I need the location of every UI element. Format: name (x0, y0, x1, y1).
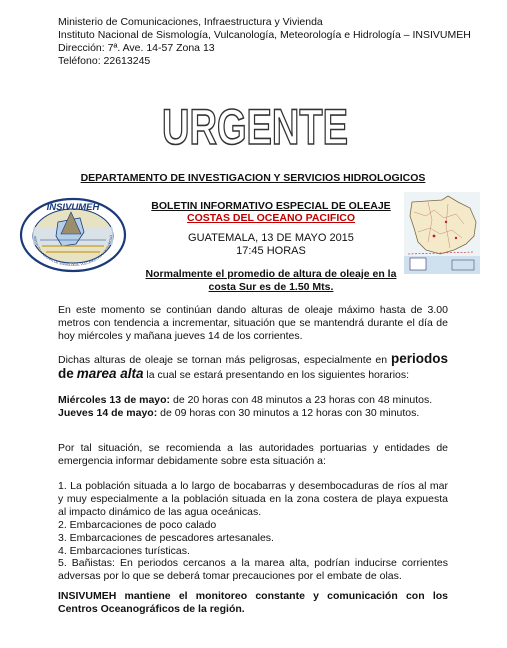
list-item: 5. Bañistas: En periodos cercanos a la marea alta, podrían inducirse corrientes adversas por lo que se deberá tomar precauciones por el embate de olas. (58, 557, 448, 582)
guatemala-map (404, 192, 480, 274)
header-institute: Instituto Nacional de Sismología, Vulcanología, Meteorología e Hidrología – INSIVUMEH (58, 29, 471, 41)
department-title: DEPARTAMENTO DE INVESTIGACION Y SERVICIOS HIDROLOGICOS (80, 172, 426, 184)
urgente-text: URGENTE (162, 99, 348, 155)
list-item: 4. Embarcaciones turísticas. (58, 545, 190, 557)
closing-org: INSIVUMEH (58, 590, 117, 602)
schedule-day: Miércoles 13 de mayo: (58, 394, 171, 406)
paragraph-high-tide-a: Dichas alturas de oleaje se tornan más peligrosas, especialmente en (58, 354, 391, 366)
header-ministry: Ministerio de Comunicaciones, Infraestructura y Vivienda (58, 16, 323, 28)
insivumeh-logo (18, 196, 128, 274)
bulletin-title: BOLETIN INFORMATIVO ESPECIAL DE OLEAJE (151, 200, 391, 212)
paragraph-high-tide (58, 352, 448, 382)
bulletin-subtitle: COSTAS DEL OCEANO PACIFICO (186, 212, 355, 224)
bulletin-date: GUATEMALA, 13 DE MAYO 2015 (188, 232, 354, 244)
list-item: 2. Embarcaciones de poco calado (58, 519, 217, 531)
emphasis-periods: periodos (390, 351, 448, 366)
logo-name: INSIVUMEH (46, 202, 100, 213)
schedule-thursday (58, 407, 419, 420)
closing-text: mantiene el monitoreo constante y comunicación con los Centros Oceanográficos de la región. (58, 590, 448, 615)
bulletin-time: 17:45 HORAS (236, 245, 306, 257)
schedule-hours: de 09 horas con 30 minutos a 12 horas con 30 minutos. (157, 407, 420, 419)
closing-statement (58, 590, 448, 616)
logo-ring-text-path: INSTITUTO NACIONAL DE SISMOLOGIA, VULCANOLOGIA, METEOROLO (32, 235, 114, 268)
notice-line-2: costa Sur es de 1.50 Mts. (208, 281, 334, 293)
paragraph-wave-heights: En este momento se continúan dando alturas de oleaje máximo hasta de 3.00 metros con tendencia a incrementar, situación que se mantendrá durante el día de hoy miércoles y mañana jueves 14 de los corrientes. (58, 304, 448, 342)
emphasis-marea-alta: marea alta (76, 366, 144, 381)
paragraph-high-tide-e: la cual se estará presentando en los siguientes horarios: (143, 369, 410, 381)
header-phone: Teléfono: 22613245 (58, 55, 151, 67)
paragraph-recommendation: Por tal situación, se recomienda a las autoridades portuarias y entidades de emergencia informar debidamente sobre esta situación a: (58, 442, 448, 467)
urgente-title (160, 99, 350, 155)
list-item: 1. La población situada a lo largo de bocabarras y desembocaduras de ríos al mar y muy especialmente a la población situada en la zona costera de playa expuesta al impacto dinámico de las agua oceánicas. (58, 480, 448, 518)
schedule-wednesday (58, 394, 432, 407)
schedule-hours: de 20 horas con 48 minutos a 23 horas con 48 minutos. (170, 394, 433, 406)
header-address: Dirección: 7ª. Ave. 14-57 Zona 13 (58, 42, 215, 54)
list-item: 3. Embarcaciones de pescadores artesanales. (58, 532, 274, 544)
schedule-day: Jueves 14 de mayo: (58, 407, 158, 419)
notice-line-1: Normalmente el promedio de altura de oleaje en la (145, 268, 397, 280)
emphasis-de: de (58, 366, 74, 381)
